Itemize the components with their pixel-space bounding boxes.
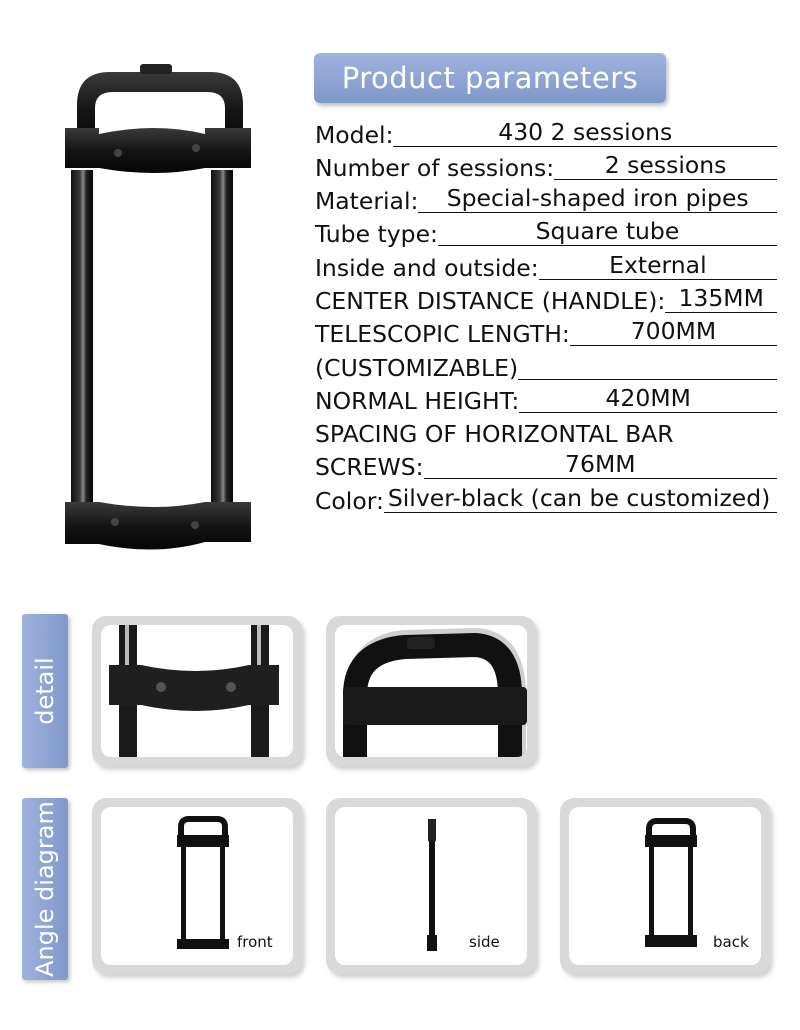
spec-label: Inside and outside: [315, 254, 539, 282]
spec-value: External [539, 251, 777, 280]
spec-value: Special-shaped iron pipes [418, 184, 777, 213]
spec-row-model [315, 116, 777, 149]
spec-value: 2 sessions [554, 151, 777, 180]
spec-label: NORMAL HEIGHT: [315, 387, 520, 415]
detail-image-card-bottom-bracket [92, 616, 302, 766]
caption-front: front [237, 933, 273, 951]
detail-image-card-handle [326, 616, 536, 766]
spec-row-color [315, 482, 777, 515]
spec-value: Square tube [438, 217, 777, 246]
angle-card-back [560, 798, 770, 974]
spec-value [518, 379, 777, 380]
angle-diagram-tag-label: Angle diagram [31, 801, 59, 977]
detail-tag [22, 614, 68, 768]
caption-back: back [713, 933, 749, 951]
angle-diagram-tag [22, 798, 68, 980]
spec-label: TELESCOPIC LENGTH: [315, 320, 570, 348]
spec-label: SCREWS: [315, 453, 424, 481]
angle-card-front [92, 798, 302, 974]
spec-row-screws [315, 448, 777, 481]
caption-side: side [469, 933, 500, 951]
spec-value: Silver-black (can be customized) [384, 484, 777, 513]
spec-row-inside-outside [315, 249, 777, 282]
angle-card-side [326, 798, 536, 974]
spec-row-center-distance [315, 282, 777, 315]
detail-tag-label: detail [31, 657, 59, 725]
spec-value: 700MM [570, 317, 777, 346]
spec-label: Number of sessions: [315, 154, 555, 182]
product-parameters-heading: Product parameters [314, 53, 666, 103]
spec-row-material [315, 182, 777, 215]
spec-row-sessions [315, 149, 777, 182]
spec-row-normal-height [315, 382, 777, 415]
spec-label: SPACING OF HORIZONTAL BAR [315, 420, 674, 448]
spec-label: Model: [315, 121, 394, 149]
spec-row-customizable [315, 349, 777, 382]
spec-value: 430 2 sessions [393, 118, 777, 147]
spec-row-tube-type [315, 215, 777, 248]
spec-label: Tube type: [315, 220, 438, 248]
spec-label: Material: [315, 187, 419, 215]
spec-value: 76MM [424, 450, 777, 479]
spec-value: 420MM [519, 384, 777, 413]
spec-label: Color: [315, 487, 384, 515]
main-product-image [55, 60, 265, 555]
spec-value: 135MM [665, 284, 777, 313]
spec-label: (CUSTOMIZABLE) [315, 354, 519, 382]
spec-label: CENTER DISTANCE (HANDLE): [315, 287, 666, 315]
spec-row-telescopic-length [315, 315, 777, 348]
spec-row-spacing-bar [315, 415, 777, 448]
